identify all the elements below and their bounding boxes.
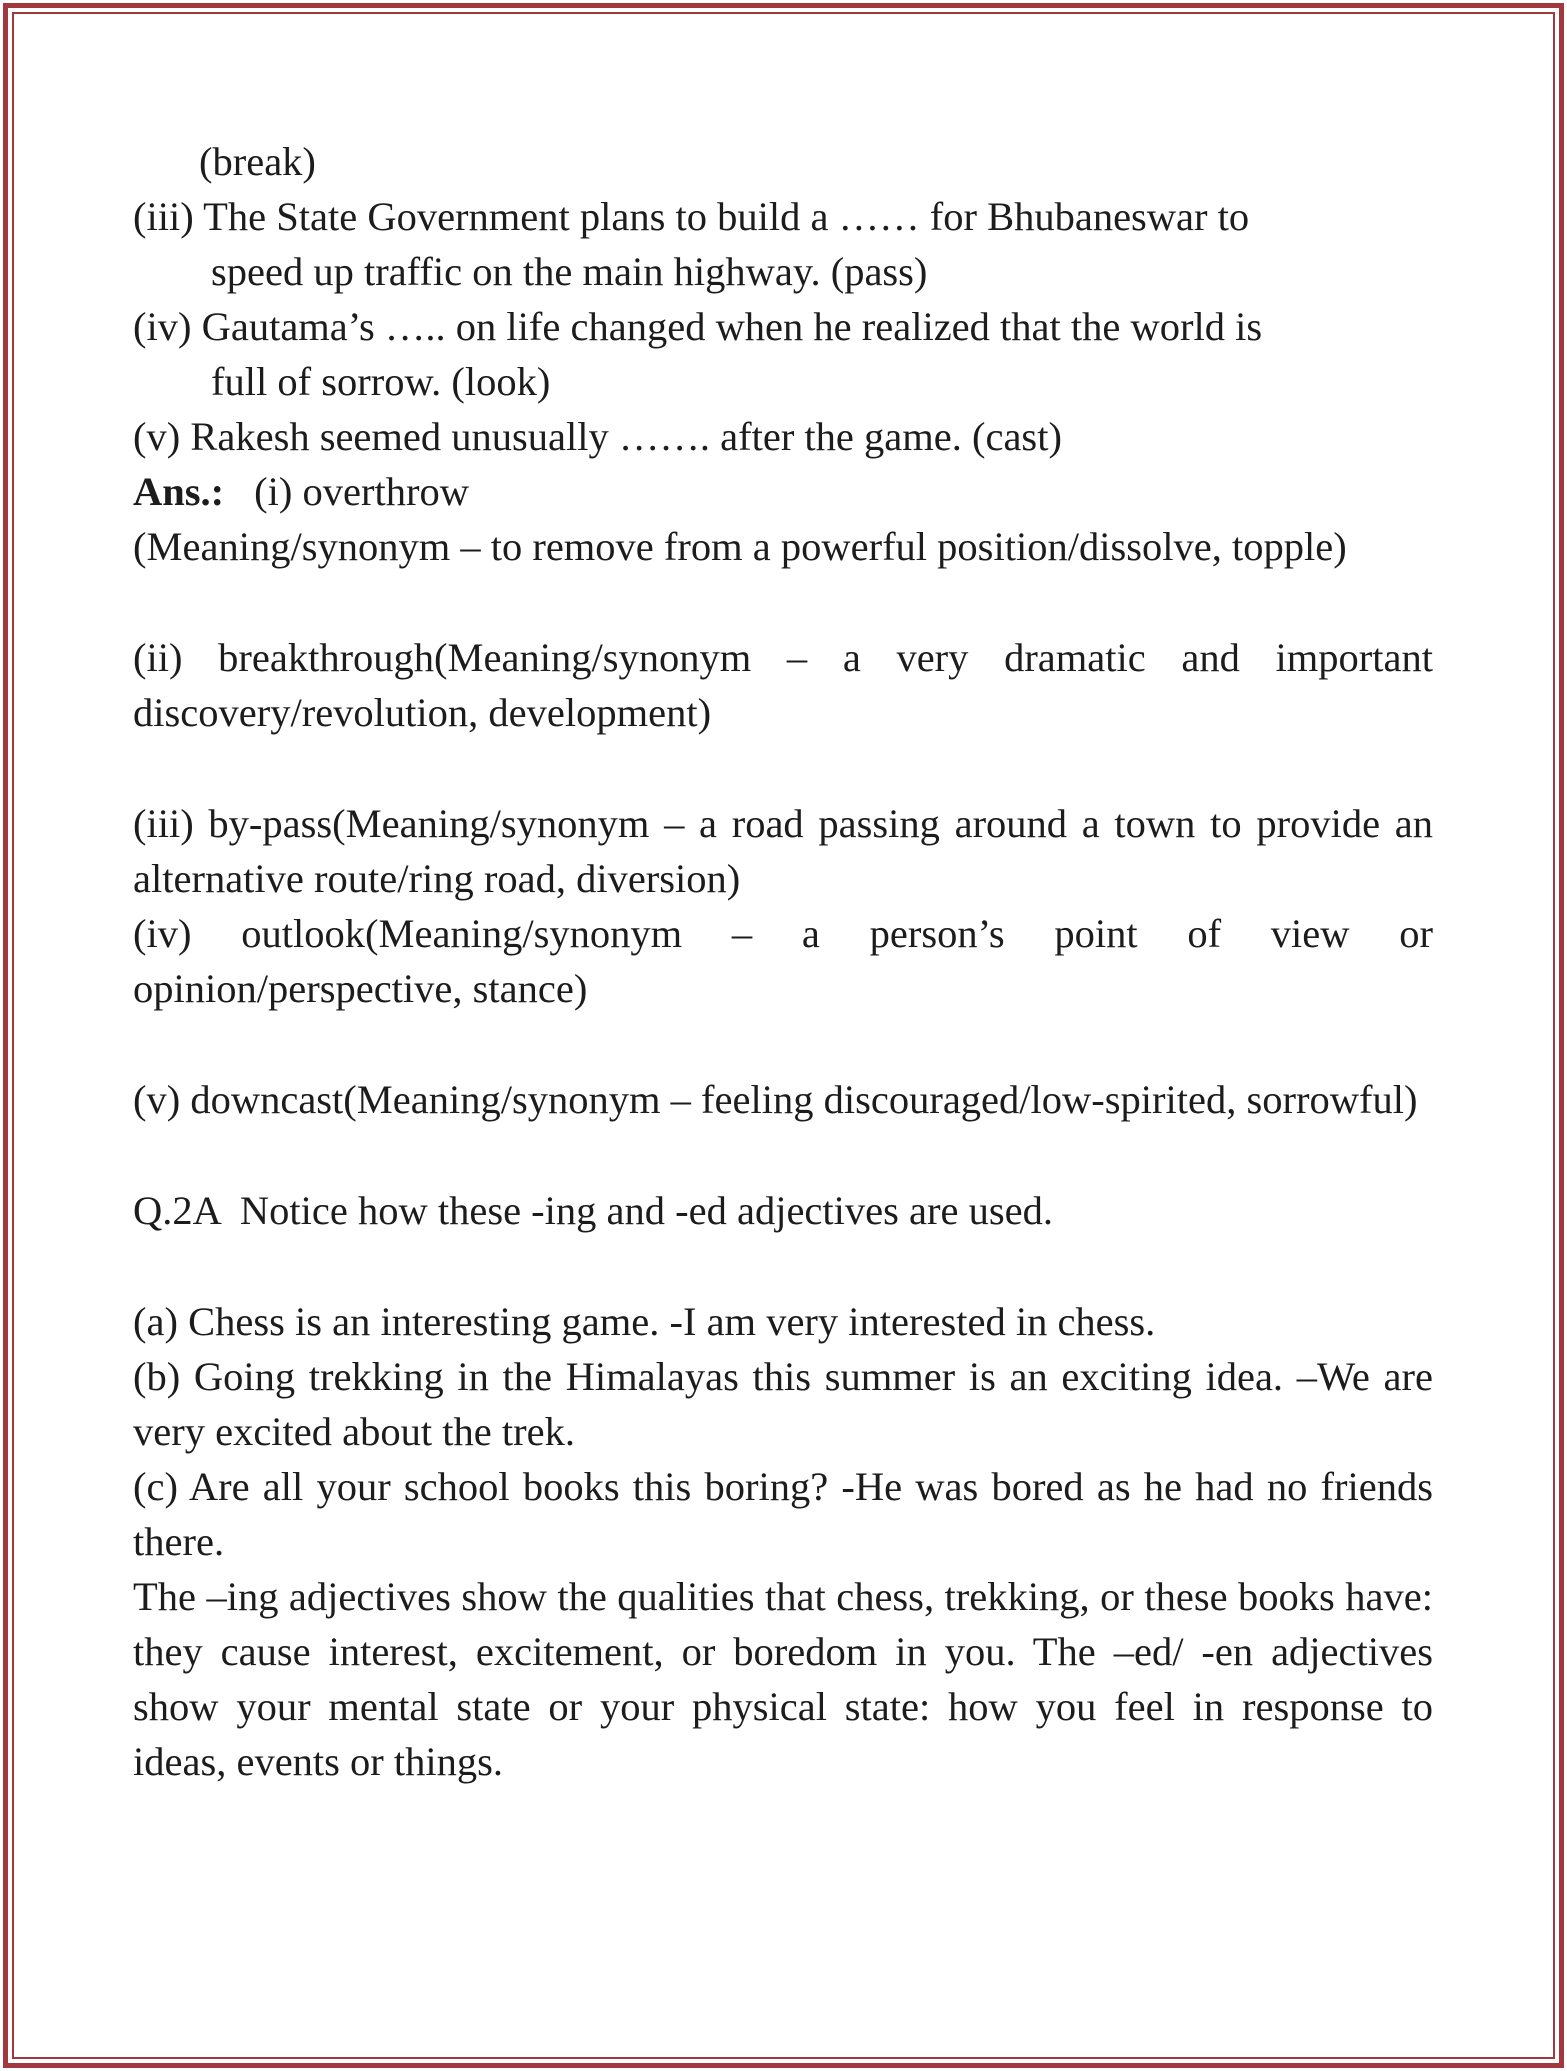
question-4: (iv) Gautama’s ….. on life changed when he realized that the world is	[133, 304, 1263, 349]
answer-1-word: (i) overthrow	[254, 469, 469, 514]
example-c: (c) Are all your school books this boring? -He was bored as he had no friends there.	[133, 1464, 1433, 1564]
answer-2: (ii) breakthrough(Meaning/synonym – a very dramatic and important discovery/revolution, development)	[133, 635, 1433, 735]
answer-1-meaning: (Meaning/synonym – to remove from a powerful position/dissolve, topple)	[133, 524, 1347, 569]
answer-4: (iv) outlook(Meaning/synonym – a person’s point of view or opinion/perspective, stance)	[133, 911, 1433, 1011]
question-2-hint: (break)	[199, 139, 316, 184]
example-a: (a) Chess is an interesting game. -I am very interested in chess.	[133, 1299, 1156, 1344]
question-3: (iii) The State Government plans to build a …… for Bhubaneswar to	[133, 194, 1250, 239]
answer-1-heading	[133, 464, 1433, 519]
question-4-continued: full of sorrow. (look)	[211, 359, 551, 404]
answers-label: Ans.:	[133, 469, 225, 514]
question-3-continued: speed up traffic on the main highway. (pass)	[211, 249, 928, 294]
answer-5: (v) downcast(Meaning/synonym – feeling discouraged/low-spirited, sorrowful)	[133, 1077, 1418, 1122]
answer-3: (iii) by-pass(Meaning/synonym – a road passing around a town to provide an alternative route/ring road, diversion)	[133, 801, 1433, 901]
document-body	[133, 134, 1433, 1789]
question-5: (v) Rakesh seemed unusually ……. after the game. (cast)	[133, 414, 1062, 459]
question-2a-title: Q.2A Notice how these -ing and -ed adjectives are used.	[133, 1188, 1053, 1233]
example-b: (b) Going trekking in the Himalayas this summer is an exciting idea. –We are very excited about the trek.	[133, 1354, 1433, 1454]
explanation-paragraph: The –ing adjectives show the qualities that chess, trekking, or these books have: they cause interest, excitement, or boredom in you. The –ed/ -en adjectives show your mental state or your physical state: how you feel in response to ideas, events or things.	[133, 1574, 1433, 1784]
